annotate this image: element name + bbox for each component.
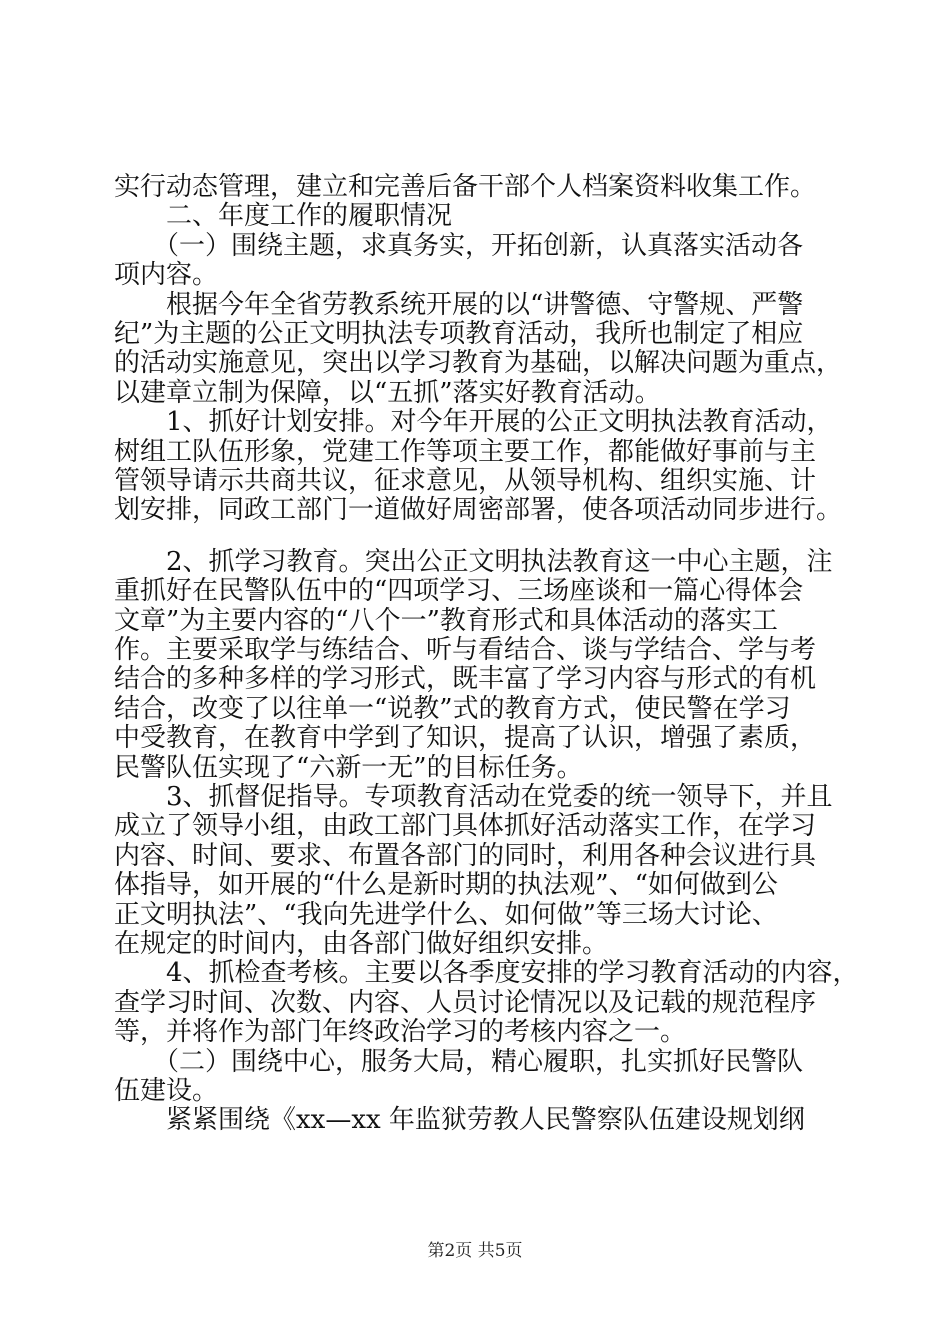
body-text-line: 内容、时间、要求、布置各部门的同时，利用各种会议进行具 bbox=[114, 840, 817, 871]
body-text-line: 文章”为主要内容的“八个一”教育形式和具体活动的落实工 bbox=[114, 605, 778, 636]
body-text-line: 作。主要采取学与练结合、听与看结合、谈与学结合、学与考 bbox=[114, 635, 817, 665]
subsection-heading: （一）围绕主题，求真务实，开拓创新，认真落实活动各 bbox=[114, 230, 804, 261]
body-text-line: 纪”为主题的公正文明执法专项教育活动，我所也制定了相应 bbox=[114, 319, 804, 349]
body-text-line: 结合，改变了以往单一“说教”式的教育方式，使民警在学习 bbox=[114, 693, 791, 724]
subsection-heading: （二）围绕中心，服务大局，精心履职，扎实抓好民警队 bbox=[114, 1046, 804, 1077]
body-text-line: 1、抓好计划安排。对今年开展的公正文明执法教育活动， bbox=[114, 407, 833, 438]
subsection-heading: 项内容。 bbox=[114, 260, 219, 291]
body-text-line: 的活动实施意见，突出以学习教育为基础，以解决问题为重点， bbox=[114, 348, 843, 379]
body-text-line: 4、抓检查考核。主要以各季度安排的学习教育活动的内容， bbox=[114, 958, 859, 989]
subsection-heading-cont: 伍建设。 bbox=[114, 1076, 219, 1106]
body-text-line: 划安排，同政工部门一道做好周密部署，使各项活动同步进行。 bbox=[114, 495, 843, 526]
body-text-line: 等，并将作为部门年终政治学习的考核内容之一。 bbox=[114, 1017, 687, 1048]
body-text-line: 紧紧围绕《xx—xx 年监狱劳教人民警察队伍建设规划纲 bbox=[114, 1105, 805, 1136]
body-text-line: 管领导请示共商共议，征求意见，从领导机构、组织实施、计 bbox=[114, 466, 817, 496]
body-text-line: 重抓好在民警队伍中的“四项学习、三场座谈和一篇心得体会 bbox=[114, 576, 804, 607]
body-text-line: 树组工队伍形象，党建工作等项主要工作，都能做好事前与主 bbox=[114, 436, 817, 467]
body-text-line: 3、抓督促指导。专项教育活动在党委的统一领导下，并且 bbox=[114, 782, 833, 812]
body-text-line: 实行动态管理，建立和完善后备干部个人档案资料收集工作。 bbox=[114, 172, 817, 202]
body-text-line: 结合的多种多样的学习形式，既丰富了学习内容与形式的有机 bbox=[114, 664, 817, 695]
body-text-line: 成立了领导小组，由政工部门具体抓好活动落实工作，在学习 bbox=[114, 811, 817, 842]
body-text-line: 体指导，如开展的“什么是新时期的执法观”、“如何做到公 bbox=[114, 870, 778, 901]
page-footer: 第2页 共5页 bbox=[427, 1241, 523, 1261]
body-text-line: 根据今年全省劳教系统开展的以“讲警德、守警规、严警 bbox=[114, 289, 804, 320]
body-text-line: 中受教育，在教育中学到了知识，提高了认识，增强了素质， bbox=[114, 723, 817, 754]
body-text-line: 民警队伍实现了“六新一无”的目标任务。 bbox=[114, 752, 583, 783]
body-text-line: 以建章立制为保障，以“五抓”落实好教育活动。 bbox=[114, 377, 661, 408]
body-text-line: 2、抓学习教育。突出公正文明执法教育这一中心主题，注 bbox=[114, 546, 833, 577]
body-text-line: 正文明执法”、“我向先进学什么、如何做”等三场大讨论、 bbox=[114, 899, 778, 930]
section-heading: 二、年度工作的履职情况 bbox=[114, 201, 453, 232]
body-text-line: 查学习时间、次数、内容、人员讨论情况以及记载的规范程序 bbox=[114, 987, 817, 1018]
body-text-line: 在规定的时间内，由各部门做好组织安排。 bbox=[114, 929, 609, 959]
